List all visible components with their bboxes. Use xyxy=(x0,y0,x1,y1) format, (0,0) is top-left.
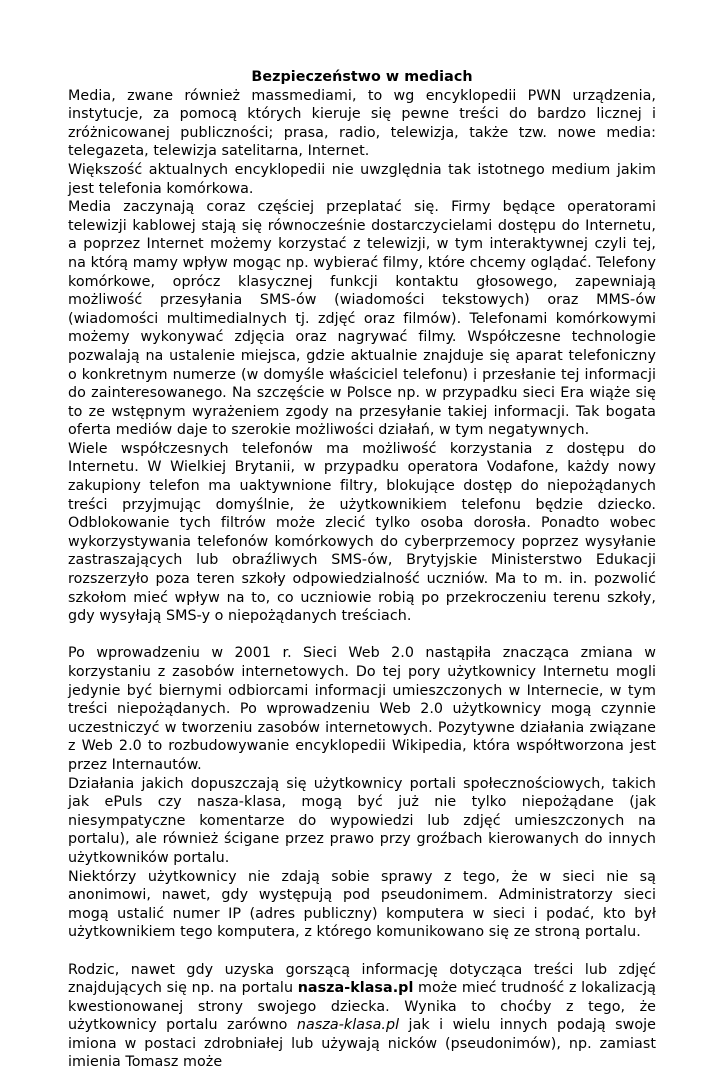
paragraph-spacer xyxy=(68,626,656,645)
paragraph-phone-internet: Wiele współczesnych telefonów ma możliwość korzystania z dostępu do Internetu. W Wielkiej Brytanii, w przypadku operatora Vodafone, każdy nowy zakupiony telefon ma uaktywnione filtry, blokujące dostęp do niepożądanych treści przyjmując domyślnie, że użytkownikiem telefonu będzie dziecko. Odblokowanie tych filtrów może zlecić tylko osoba dorosła. Ponadto wobec wykorzystywania telefonów komórkowych do cyberprzemocy poprzez wysyłanie zastraszających lub obraźliwych SMS-ów, Brytyjskie Ministerstwo Edukacji rozszerzyło poza teren szkoły odpowiedzialność uczniów. Ma to m. in. pozwolić szkołom mieć wpływ na to, co uczniowie robią po przekroczeniu terenu szkoły, gdy wysyłają SMS-y o niepożądanych treściach. xyxy=(68,440,656,626)
paragraph-encyclopedias: Większość aktualnych encyklopedii nie uwzględnia tak istotnego medium jakim jest telefonia komórkowa. xyxy=(68,161,656,198)
paragraph-parents xyxy=(68,961,656,1072)
paragraph-parents-text-3: jak i wielu innych podają swoje imiona w postaci zdrobniałej lub używają nicków (pseudonimów), np. zamiast imienia Tomasz może xyxy=(68,1017,656,1070)
paragraph-web20: Po wprowadzeniu w 2001 r. Sieci Web 2.0 nastąpiła znacząca zmiana w korzystaniu z zasobów internetowych. Do tej pory użytkownicy Internetu mogli jedynie być biernymi odbiorcami informacji umieszczonych w Internecie, w tym treści niepożądanych. Po wprowadzeniu Web 2.0 użytkownicy mogą czynnie uczestniczyć w tworzeniu zasobów internetowych. Pozytywne działania związane z Web 2.0 to rozbudowywanie encyklopedii Wikipedia, która współtworzona jest przez Internautów. xyxy=(68,644,656,774)
paragraph-media-convergence: Media zaczynają coraz częściej przeplatać się. Firmy będące operatorami telewizji kablowej stają się równocześnie dostarczycielami dostępu do Internetu, a poprzez Internet możemy korzystać z telewizji, w tym interaktywnej czyli tej, na którą mamy wpływ mogąc np. wybierać filmy, które chcemy oglądać. Telefony komórkowe, oprócz klasycznej funkcji kontaktu głosowego, zapewniają możliwość przesyłania SMS-ów (wiadomości tekstowych) oraz MMS-ów (wiadomości multimedialnych tj. zdjęć oraz filmów). Telefonami komórkowymi możemy wykonywać zdjęcia oraz nagrywać filmy. Współczesne technologie pozwalają na ustalenie miejsca, gdzie aktualnie znajduje się aparat telefoniczny o konkretnym numerze (w domyśle właściciel telefonu) i przesłanie tej informacji do zainteresowanego. Na szczęście w Polsce np. w przypadku sieci Era wiąże się to ze wstępnym wyrażeniem zgody na przesyłanie takiej informacji. Tak bogata oferta mediów daje to szerokie możliwości działań, w tym negatywnych. xyxy=(68,198,656,440)
paragraph-media-definition: Media, zwane również massmediami, to wg encyklopedii PWN urządzenia, instytucje, za pomocą których kieruje się pewne treści do bardzo licznej i zróżnicowanej publiczności; prasa, radio, telewizja, także tzw. nowe media: telegazeta, telewizja satelitarna, Internet. xyxy=(68,87,656,161)
paragraph-parents-text-2: może mieć trudność z lokalizacją kwestionowanej strony swojego dziecka. Wynika to choćby z tego, że użytkownicy portalu zarówno xyxy=(68,980,656,1033)
paragraph-social-portals: Działania jakich dopuszczają się użytkownicy portali społecznościowych, takich jak ePuls czy nasza-klasa, mogą być już nie tylko niepożądane (jak niesympatyczne komentarze do wypowiedzi lub zdjęć umieszczonych na portalu), ale również ścigane przez prawo przy groźbach kierowanych do innych użytkowników portalu. xyxy=(68,775,656,868)
portal-name-bold: nasza-klasa.pl xyxy=(298,980,414,996)
document-title: Bezpieczeństwo w mediach xyxy=(68,68,656,87)
paragraph-parents-text-1: Rodzic, nawet gdy uzyska gorszącą informację dotycząca treści lub zdjęć znajdujących się np. na portalu xyxy=(68,962,656,997)
paragraph-anonymity: Niektórzy użytkownicy nie zdają sobie sprawy z tego, że w sieci nie są anonimowi, nawet, gdy występują pod pseudonimem. Administratorzy sieci mogą ustalić numer IP (adres publiczny) komputera w sieci i podać, kto był użytkownikiem tego komputera, z którego komunikowano się ze stroną portalu. xyxy=(68,868,656,942)
document-page xyxy=(68,68,656,1072)
paragraph-spacer xyxy=(68,942,656,961)
portal-name-italic: nasza-klasa.pl xyxy=(297,1017,399,1033)
